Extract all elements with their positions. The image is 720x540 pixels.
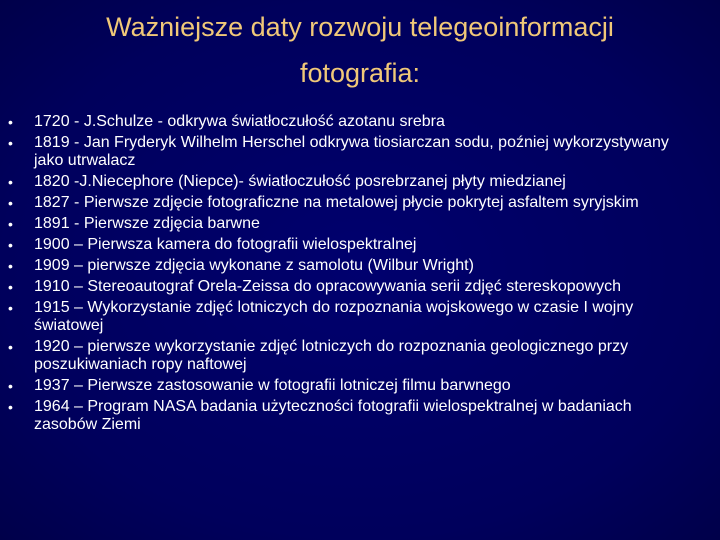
bullet-icon: • [8, 216, 13, 232]
title-line-2: fotografia: [299, 58, 421, 88]
bullet-icon: • [8, 378, 13, 394]
bullet-text: 1827 - Pierwsze zdjęcie fotograficzne na metalowej płycie pokrytej asfaltem syryjskim [34, 194, 639, 211]
bullet-icon: • [8, 135, 13, 151]
bullet-text: 1900 – Pierwsza kamera do fotografii wielospektralnej [34, 236, 417, 253]
bullet-item [0, 113, 720, 131]
bullet-item [0, 377, 720, 395]
bullet-text: 1937 – Pierwsze zastosowanie w fotografii lotniczej filmu barwnego [34, 377, 511, 394]
bullet-item [0, 215, 720, 233]
bullet-icon: • [8, 339, 13, 355]
bullet-item [0, 236, 720, 254]
bullet-item [0, 278, 720, 296]
bullet-item [0, 194, 720, 212]
bullet-item [0, 398, 720, 434]
bullet-text: 1720 - J.Schulze - odkrywa światłoczułość azotanu srebra [34, 113, 445, 130]
bullet-item [0, 173, 720, 191]
title-line-1: Ważniejsze daty rozwoju telegeoinformacji [106, 12, 614, 42]
bullet-icon: • [8, 279, 13, 295]
bullet-icon: • [8, 300, 13, 316]
bullet-text: 1915 – Wykorzystanie zdjęć lotniczych do rozpoznania wojskowego w czasie I wojny światowej [34, 299, 634, 334]
bullet-text: 1909 – pierwsze zdjęcia wykonane z samolotu (Wilbur Wright) [34, 257, 474, 274]
bullet-icon: • [8, 195, 13, 211]
slide-title [30, 4, 690, 96]
bullet-list [0, 113, 720, 437]
bullet-item [0, 257, 720, 275]
bullet-text: 1891 - Pierwsze zdjęcia barwne [34, 215, 260, 232]
bullet-item [0, 299, 720, 335]
bullet-icon: • [8, 237, 13, 253]
bullet-item [0, 134, 720, 170]
bullet-icon: • [8, 399, 13, 415]
bullet-icon: • [8, 174, 13, 190]
bullet-text: 1910 – Stereoautograf Orela-Zeissa do opracowywania serii zdjęć stereskopowych [34, 278, 621, 295]
bullet-icon: • [8, 258, 13, 274]
bullet-text: 1920 – pierwsze wykorzystanie zdjęć lotniczych do rozpoznania geologicznego przy poszukiwaniach ropy naftowej [34, 338, 629, 373]
bullet-icon: • [8, 114, 13, 130]
bullet-text: 1820 -J.Niecephore (Niepce)- światłoczułość posrebrzanej płyty miedzianej [34, 173, 566, 190]
bullet-item [0, 338, 720, 374]
bullet-text: 1964 – Program NASA badania użyteczności fotografii wielospektralnej w badaniach zasobów Ziemi [34, 398, 632, 433]
bullet-text: 1819 - Jan Fryderyk Wilhelm Herschel odkrywa tiosiarczan sodu, poźniej wykorzystywany jako utrwalacz [34, 134, 669, 169]
